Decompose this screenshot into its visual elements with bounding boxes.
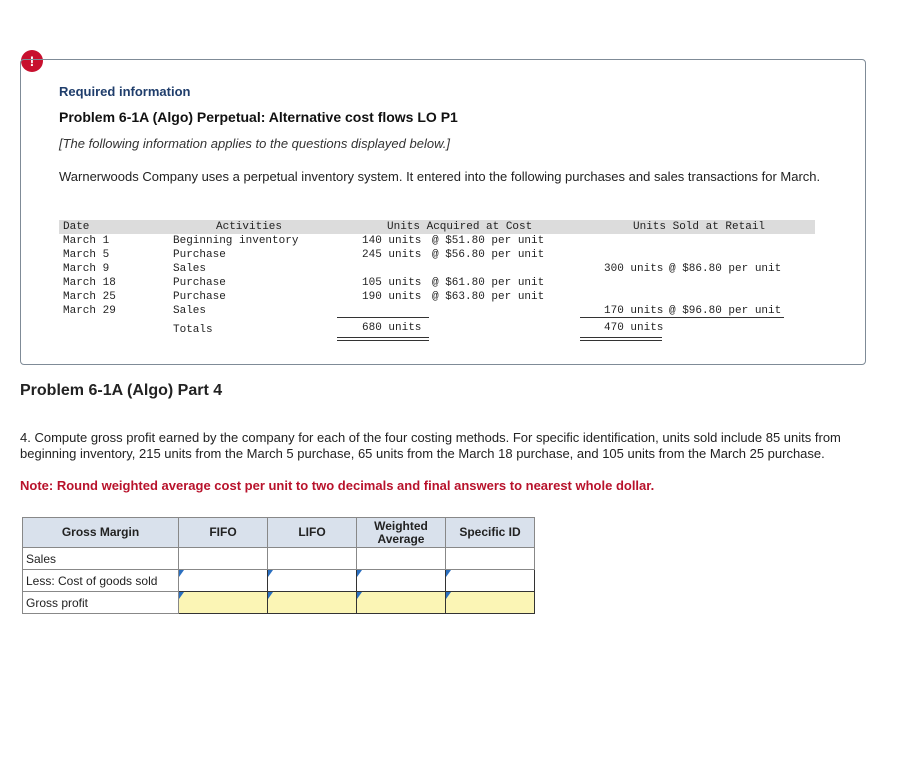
- col-header-activities: Activities: [216, 221, 283, 233]
- gp-lifo-input[interactable]: [268, 592, 356, 613]
- problem-title: Problem 6-1A (Algo) Perpetual: Alternative cost flows LO P1: [59, 109, 458, 125]
- gp-lifo-input-cell[interactable]: [268, 592, 357, 614]
- row-label-gross-profit: Gross profit: [23, 592, 179, 614]
- gp-specific-input[interactable]: [446, 592, 534, 613]
- cogs-fifo-input-cell[interactable]: [179, 570, 268, 592]
- cogs-specific-input[interactable]: [446, 570, 534, 591]
- flag-icon: [357, 570, 362, 577]
- cogs-weighted-input-cell[interactable]: [357, 570, 446, 592]
- cogs-lifo-input[interactable]: [268, 570, 356, 591]
- row-date: March 18: [63, 277, 116, 289]
- flag-icon: [179, 570, 184, 577]
- header-lifo: LIFO: [268, 518, 357, 548]
- acquired-double-underline-1: [337, 337, 429, 338]
- sold-double-underline-2: [580, 340, 662, 341]
- sales-fifo-cell: [179, 548, 268, 570]
- required-info-box: [20, 59, 866, 365]
- acquired-underline: [337, 317, 429, 318]
- cogs-specific-input-cell[interactable]: [446, 570, 535, 592]
- row-label-cogs: Less: Cost of goods sold: [23, 570, 179, 592]
- col-header-acquired: Units Acquired at Cost: [387, 221, 533, 233]
- problem-description: Warnerwoods Company uses a perpetual inventory system. It entered into the following purchases and sales transactions for March.: [59, 169, 821, 184]
- row-sold-units: 300 units: [604, 263, 664, 275]
- row-acq-cost: @ $61.80 per unit: [432, 277, 545, 289]
- col-header-date: Date: [63, 221, 90, 233]
- flag-icon: [446, 570, 451, 577]
- rounding-note: Note: Round weighted average cost per unit to two decimals and final answers to nearest whole dollar.: [20, 478, 655, 493]
- row-date: March 1: [63, 235, 110, 247]
- totals-sold: 470 units: [604, 322, 664, 334]
- row-acq-units: 190 units: [362, 291, 422, 303]
- row-acq-cost: @ $51.80 per unit: [432, 235, 545, 247]
- flag-icon: [179, 592, 184, 599]
- sales-specific-cell: [446, 548, 535, 570]
- row-acq-cost: @ $56.80 per unit: [432, 249, 545, 261]
- row-activity: Purchase: [173, 291, 226, 303]
- sold-underline: [580, 317, 784, 318]
- cogs-weighted-input[interactable]: [357, 570, 445, 591]
- row-date: March 25: [63, 291, 116, 303]
- row-activity: Sales: [173, 305, 207, 317]
- row-acq-units: 140 units: [362, 235, 422, 247]
- totals-acquired: 680 units: [362, 322, 422, 334]
- row-acq-cost: @ $63.80 per unit: [432, 291, 545, 303]
- flag-icon: [268, 570, 273, 577]
- row-activity: Purchase: [173, 277, 226, 289]
- totals-label: Totals: [173, 324, 213, 336]
- gp-weighted-input-cell[interactable]: [357, 592, 446, 614]
- header-specific-id: Specific ID: [446, 518, 535, 548]
- gp-fifo-input[interactable]: [179, 592, 267, 613]
- row-acq-units: 245 units: [362, 249, 422, 261]
- row-date: March 9: [63, 263, 110, 275]
- question-text: 4. Compute gross profit earned by the company for each of the four costing methods. For specific identification, units sold include 85 units from beginning inventory, 215 units from the March 5 purchase, 65 units from the March 18 purchase, and 105 units from the March 25 purchase.: [20, 430, 841, 461]
- gp-weighted-input[interactable]: [357, 592, 445, 613]
- header-gross-margin: Gross Margin: [23, 518, 179, 548]
- sales-weighted-cell: [357, 548, 446, 570]
- applies-note: [The following information applies to the questions displayed below.]: [59, 136, 450, 151]
- part-title: Problem 6-1A (Algo) Part 4: [20, 382, 223, 399]
- col-header-sold: Units Sold at Retail: [633, 221, 766, 233]
- row-acq-units: 105 units: [362, 277, 422, 289]
- row-sold-price: @ $96.80 per unit: [669, 305, 782, 317]
- flag-icon: [357, 592, 362, 599]
- row-date: March 5: [63, 249, 110, 261]
- header-fifo: FIFO: [179, 518, 268, 548]
- sales-lifo-cell: [268, 548, 357, 570]
- row-activity: Sales: [173, 263, 207, 275]
- row-sold-units: 170 units: [604, 305, 664, 317]
- cogs-lifo-input-cell[interactable]: [268, 570, 357, 592]
- required-info-label: Required information: [59, 84, 191, 99]
- cogs-fifo-input[interactable]: [179, 570, 267, 591]
- alert-icon: !: [21, 50, 43, 72]
- acquired-double-underline-2: [337, 340, 429, 341]
- row-activity: Purchase: [173, 249, 226, 261]
- gross-margin-table: [22, 517, 535, 614]
- gp-fifo-input-cell[interactable]: [179, 592, 268, 614]
- sold-double-underline-1: [580, 337, 662, 338]
- flag-icon: [268, 592, 273, 599]
- gp-specific-input-cell[interactable]: [446, 592, 535, 614]
- header-weighted-average: Weighted Average: [357, 518, 446, 548]
- flag-icon: [446, 592, 451, 599]
- row-date: March 29: [63, 305, 116, 317]
- row-label-sales: Sales: [23, 548, 179, 570]
- row-activity: Beginning inventory: [173, 235, 299, 247]
- row-sold-price: @ $86.80 per unit: [669, 263, 782, 275]
